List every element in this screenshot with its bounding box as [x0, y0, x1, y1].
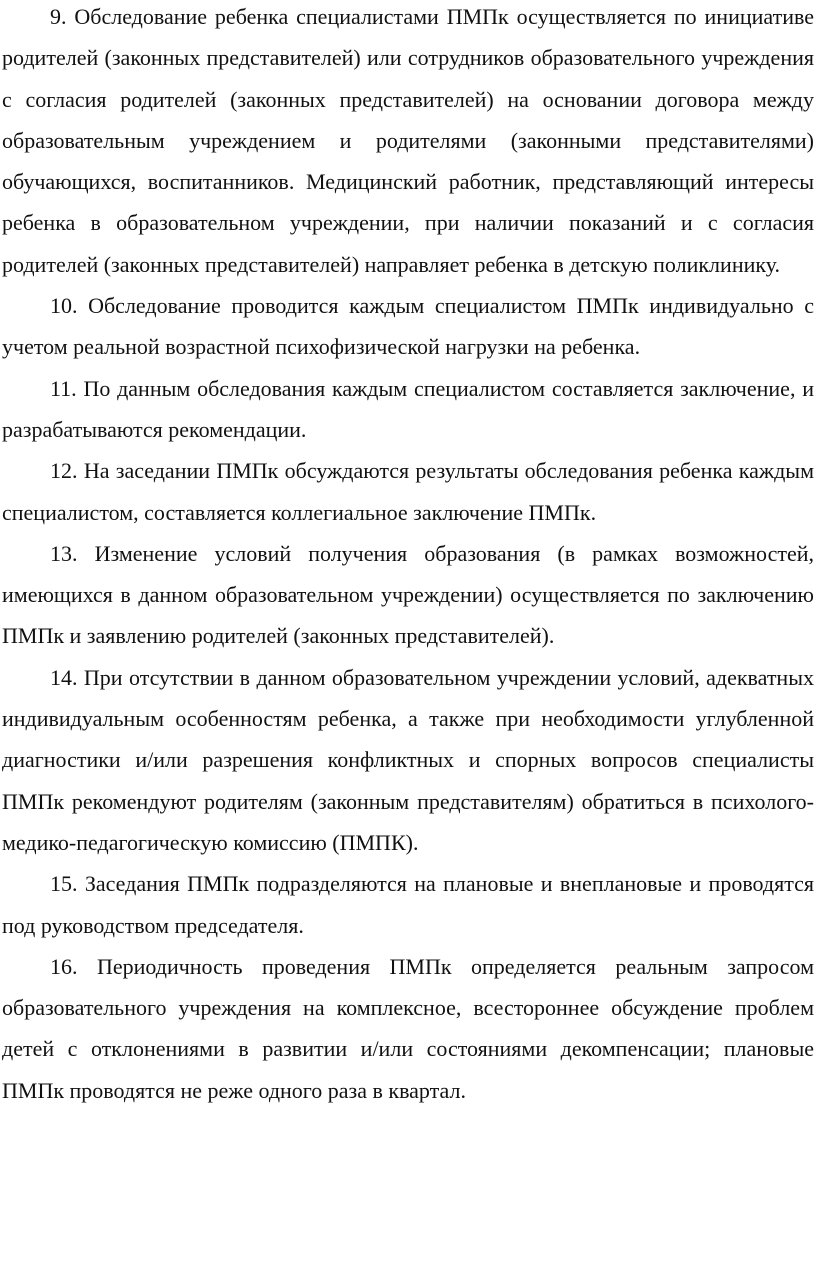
paragraph-10: 10. Обследование проводится каждым специалистом ПМПк индивидуально с учетом реальной возрастной психофизической нагрузки на ребенка.: [2, 293, 814, 360]
paragraph-13: 13. Изменение условий получения образования (в рамках возможностей, имеющихся в данном образовательном учреждении) осуществляется по заключению ПМПк и заявлению родителей (законных представителей).: [2, 540, 814, 649]
paragraph-11: 11. По данным обследования каждым специалистом составляется заключение, и разрабатываются рекомендации.: [2, 375, 814, 442]
paragraph-14: 14. При отсутствии в данном образовательном учреждении условий, адекватных индивидуальным особенностям ребенка, а также при необходимости углубленной диагностики и/или разрешения конфликтных и спорных вопросов специалисты ПМПк рекомендуют родителям (законным представителям) обратиться в психолого-медико-педагогическую комиссию (ПМПК).: [2, 664, 814, 855]
paragraph-12: 12. На заседании ПМПк обсуждаются результаты обследования ребенка каждым специалистом, составляется коллегиальное заключение ПМПк.: [2, 458, 814, 525]
paragraph-9: 9. Обследование ребенка специалистами ПМПк осуществляется по инициативе родителей (законных представителей) или сотрудников образовательного учреждения с согласия родителей (законных представителей) на основании договора между образовательным учреждением и родителями (законными представителями) обучающихся, воспитанников. Медицинский работник, представляющий интересы ребенка в образовательном учреждении, при наличии показаний и с согласия родителей (законных представителей) направляет ребенка в детскую поликлинику.: [2, 4, 814, 277]
document-body: [2, 0, 814, 1111]
paragraph-16: 16. Периодичность проведения ПМПк определяется реальным запросом образовательного учреждения на комплексное, всестороннее обсуждение проблем детей с отклонениями в развитии и/или состояниями декомпенсации; плановые ПМПк проводятся не реже одного раза в квартал.: [2, 953, 814, 1103]
paragraph-15: 15. Заседания ПМПк подразделяются на плановые и внеплановые и проводятся под руководством председателя.: [2, 871, 814, 938]
